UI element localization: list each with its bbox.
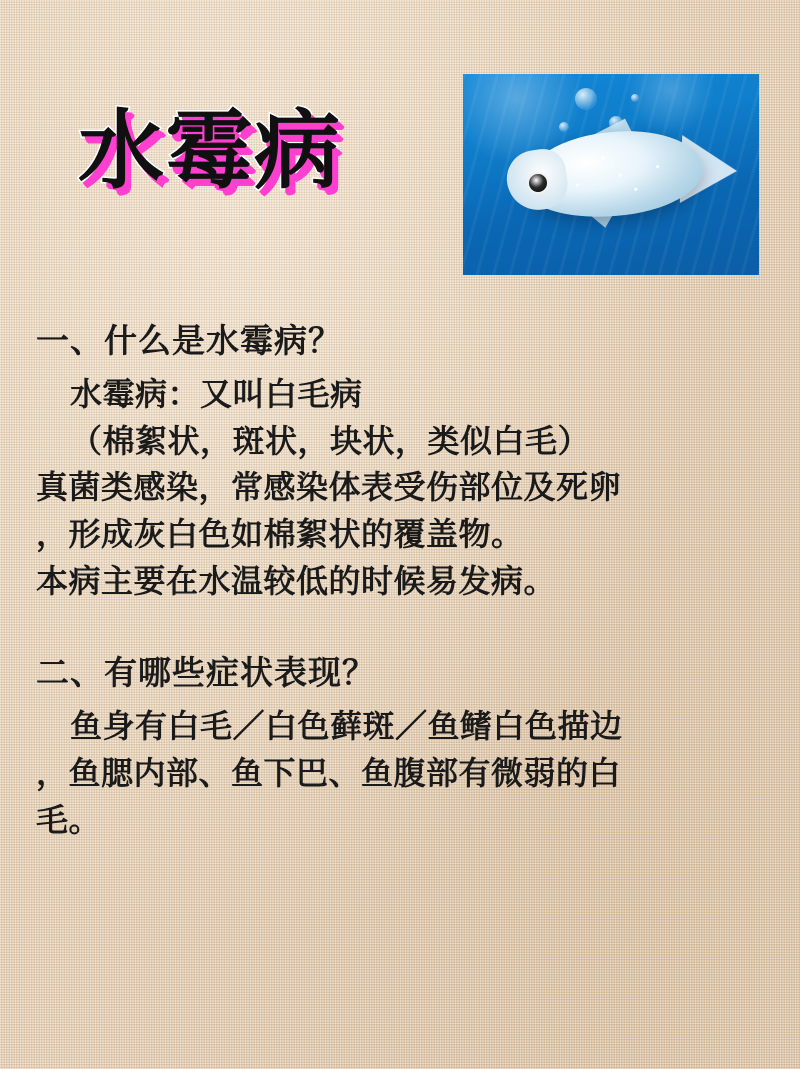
section-line: （棉絮状，斑状，块状，类似白毛）	[70, 421, 591, 460]
section-what-is	[36, 318, 780, 604]
fish-eye	[527, 172, 549, 194]
section-heading: 二、有哪些症状表现？	[36, 653, 376, 693]
section-line: 真菌类感染，常感染体表受伤部位及死卵	[36, 468, 622, 507]
section-line: ，鱼腮内部、鱼下巴、鱼腹部有微弱的白	[36, 754, 622, 793]
page-title: 水霉病	[78, 101, 342, 201]
fish-photo	[463, 74, 759, 275]
section-line: ，形成灰白色如棉絮状的覆盖物。	[36, 515, 524, 554]
bubble-icon	[631, 94, 639, 102]
section-line: 毛。	[36, 800, 102, 839]
bubble-icon	[559, 122, 569, 132]
poster-title-container	[78, 101, 342, 201]
section-line: 鱼身有白毛／白色藓斑／鱼鳍白色描边	[70, 707, 623, 746]
poster-content	[36, 318, 780, 843]
section-line: 本病主要在水温较低的时候易发病。	[36, 561, 557, 600]
section-line: 水霉病：又叫白毛病	[70, 374, 363, 413]
section-heading: 一、什么是水霉病？	[36, 321, 342, 360]
section-spacer	[36, 604, 780, 650]
bubble-icon	[575, 88, 597, 110]
section-symptoms	[36, 650, 780, 843]
